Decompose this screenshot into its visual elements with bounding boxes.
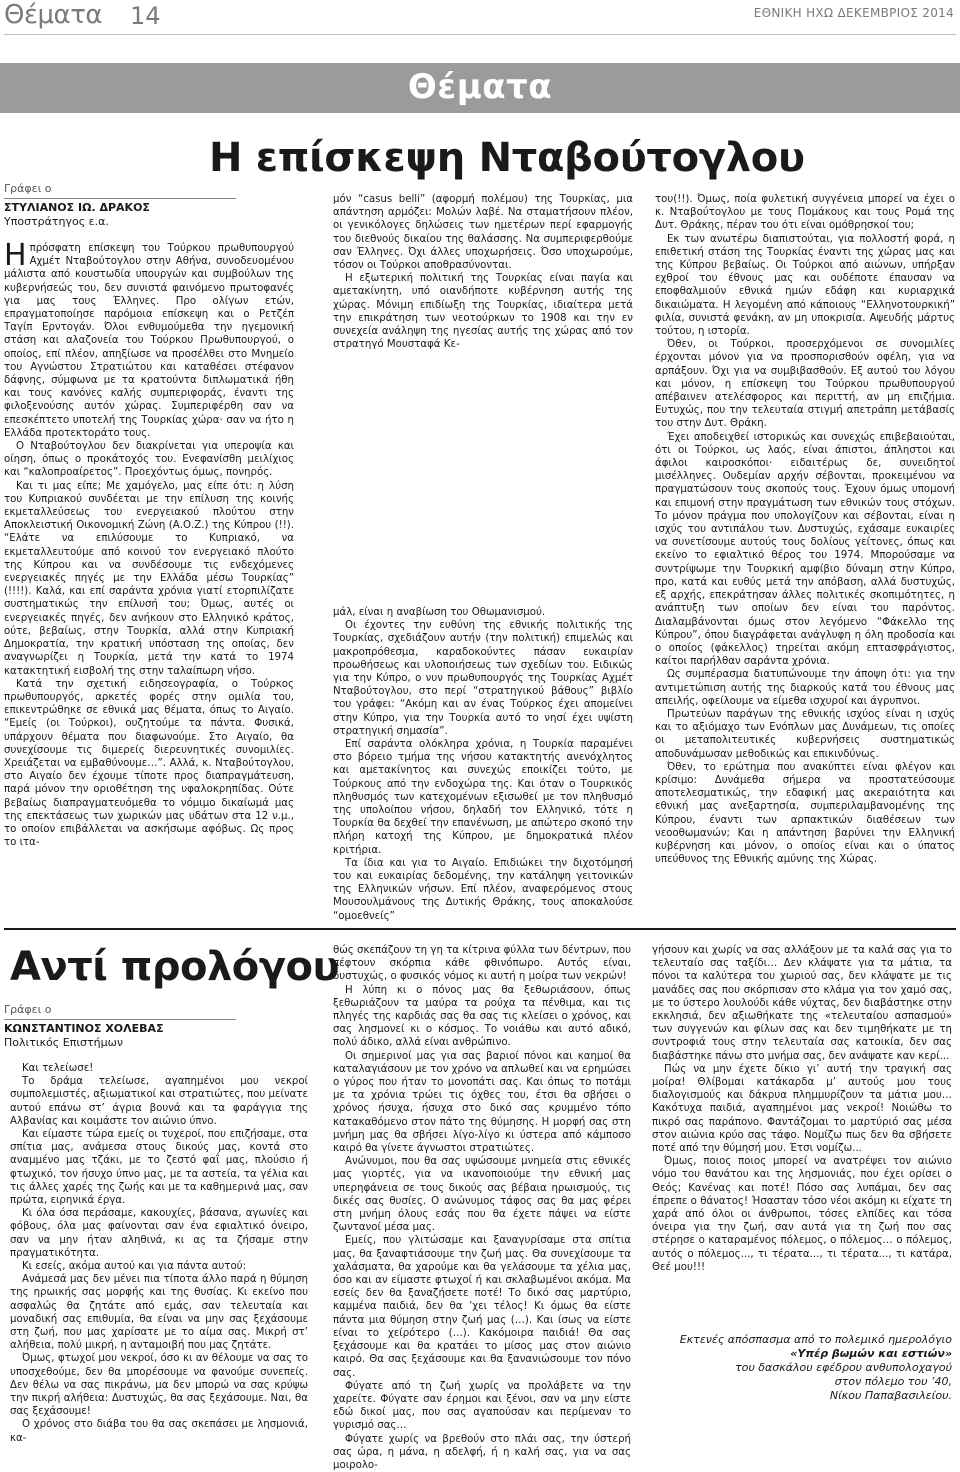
article-paragraph: μόν “casus belli” (αφορμή πολέμου) της Τουρκίας, μια απάντηση αρμόζει: Μολών λαβέ. Να σταματήσουν πλέον, οι γενικόλογες δηλώσεις των ημετέρων περί εφαρμογής του διεθνούς δικαίου της θαλάσσης. Να συμπεριφερθούμε σαν Έλληνες. Όχι άλλες υποχωρήσεις. Όσο υποχωρούμε, τόσον οι Τούρκοι αποθρασύνονται. [333,194,633,272]
publication-info: ΕΘΝΙΚΗ ΗΧΩ ΔΕΚΕΜΒΡΙΟΣ 2014 [753,6,954,20]
article-paragraph: Πώς να μην έχετε δίκιο γι’ αυτή την τραγική σας μοίρα! Θλίβομαι κατάκαρδα μ’ αυτούς μου τους διαλογισμούς και δάκρυα πλημμυρίζουν τα μάτια μου… Κακότυχα παιδιά, αγαπημένοι μας νεκροί! Νοιώθω το πικρό σας παράπονο. Φαντάζομαι το μαρτύριό σας μέσα στον αιώνια κρύο σας τάφο. Νομίζω πως δεν θα σβήσετε ποτέ από την θύμησή μου. Έτσι νομίζω... [652,1063,952,1155]
article-paragraph: Και τι μας είπε; Με χαμόγελο, μας είπε ότι: η λύση του Κυπριακού συνδέεται με την επίλυση της κοινής εκμεταλλεύσεως του ενεργειακού πλούτου στην Αποκλειστική Οικονομική Ζώνη (Α.Ο.Ζ.) της Κύπρου (!!). “Ελάτε να επιλύσουμε το Κυπριακό, να εκμεταλλευτούμε από κοινού τον ενεργειακό πλούτο της Κύπρου και να συνδέσουμε τις ενδεχόμενες ενεργειακές πηγές με την Ελλάδα μέσω Τουρκίας” (!!!!). Καλά, και επί σαράντα χρόνια γιατί ετορπιλίζατε συστηματικώς την επίλυσή του; Όμως, αυτές οι ενεργειακές πηγές, δεν ανήκουν στο Ελληνικό κράτος, ούτε, βεβαίως, στην Τουρκία, αλλά στην Κυπριακή Δημοκρατία, την κρατική υπόσταση της οποίας, δεν αναγνωρίζει η Τουρκία, μετά την κατά το 1974 κατακτητική εισβολή της στην ταλαίπωρη νήσο. [4,480,294,677]
article-paragraph: Κατά την σχετική ειδησεογραφία, ο Τούρκος πρωθυπουργός, αρκετές φορές στην ομιλία του, επικεντρώθηκε σε εθνικά μας θέματα, όπως το Αιγαίο. “Εμείς (οι Τούρκοι), ουζητούμε τα πάντα. Φυσικά, υπάρχουν θέματα που διαφωνούμε. Στο Αιγαίο, θα συνεχίσουμε τις διμερείς διερευνητικές συνομιλίες. Χρειάζεται να εμβαθύνουμε…”. Αλλά, κ. Νταβούτογλου, στο Αιγαίο δεν έχουμε τίποτε προς διαπραγμάτευση, παρά μόνον την οριοθέτηση της υφαλοκρηπίδας. Ούτε βεβαίως διαπραγματευόμεθα το νόμιμο δικαίωμά μας της επεκτάσεως των χωρικών μας υδάτων στα 12 ν.μ., το οποίον επιβάλλεται να ασκήσωμε αφόβως. Ως προς το ιτα- [4,678,294,849]
section-banner [0,63,960,113]
article-paragraph: Όθεν, το ερώτημα που ανακύπτει είναι φλέγον και κρίσιμο: Δυνάμεθα σήμερα να προστατεύσουμε αποτελεσματικώς, την εδαφική μας ακεραιότητα και εθνική μας ανεξαρτησία, συμπεριλαμβανομένης της Κύπρου, έναντι των αρπακτικών διαθέσεων των νεοοθωμανών; Και η απάντηση βαρύνει την Ελληνική κυβέρνηση και μόνον, ο οποίος είναι και ο ύπατος υπεύθυνος της Εθνικής αμύνης της Χώρας. [655,761,955,866]
article2-headline: Αντί προλόγου [10,944,340,990]
byline-author: ΣΤΥΛΙΑΝΟΣ ΙΩ. ΔΡΑΚΟΣ [4,201,150,214]
source-title: «Υπέρ βωμών και εστιών» [790,1347,952,1360]
section-label: Θέματα [4,0,102,30]
byline-rule [4,198,236,199]
article-paragraph: Έχει αποδειχθεί ιστορικώς και συνεχώς επιβεβαιούται, ότι οι Τούρκοι, ως λαός, είναι άπιστοι, άπληστοι και άφιλοι καιροσκόποι· ειδαιτέρως δε, συνειδητοί μισέλληνες. Ουδεμίαν αρχήν σέβονται, προκειμένου να πραγματώσουν τους σκοπούς τους. Έχουν όμως υπομονή και επιμονή στην πραγμάτωση των εθνικών τους στόχων. Το μόνον πράγμα που υπολογίζουν και σέβονται, είναι η ισχύς του αντιπάλου των. Δυστυχώς, εχάσαμε ευκαιρίες να συνετίσουμε αυτούς τους δολίους γείτονες, όπως και εκείνο το εφιαλτικό θέρος του 1974. Μπορούσαμε να συντρίψωμε την Τουρκική αμφίβιο δύναμη στην Κύπρο, προ, κατά και ευθύς μετά την απόβαση, αλλά δυστυχώς, εξ αρχής, επεκράτησαν άλλες πολιτικές σκοπιμότητες, η ανάπτυξη των οποίων δεν είναι του παρόντος. Διαλαμβάνονται όμως στον λεγόμενο “Φάκελλο της Κύπρου”, όπου διαγράφεται ανάγλυφη η όλη προδοσία και ο οποίος (φάκελλος) τηρείται ακόμη επτασφράγιστος, καίτοι παρήλθαν σαράντα χρόνια. [655,431,955,668]
article-paragraph: Ως συμπέρασμα διατυπώνουμε την άποψη ότι: για την αντιμετώπιση αυτής της διαρκούς κατά του έθνους μας απειλής, οφείλουμε να είμεθα ισχυροί και άγρυπνοι. [655,669,955,707]
article-paragraph: Πρωτεύων παράγων της εθνικής ισχύος είναι η ισχύς και το αξιόμαχο των Ενόπλων μας Δυνάμεων, τις οποίες οι μεταπολιτευτικές κυβερνήσεις συστηματικώς αποδυνάμωσαν μεθοδικώς και επικινδύνως. [655,708,955,760]
header-divider [4,34,956,35]
article-paragraph: Ανώνυμοι, που θα σας υψώσουμε μνημεία στις εθνικές μας γιορτές, για να ικανοποιούμε την εθνική μας υπερηφάνεια σε τους δικούς σας βέβαια ηρωισμούς, τις δικές σας θυσίες. Ο ανώνυμος τάφος σας θα μας φέρει στη μνήμη όλους εσάς που θα έχετε πάψει να είστε ζωντανοί μέσα μας. [333,1156,631,1234]
article-paragraph: του(!!). Όμως, ποία φυλετική συγγένεια μπορεί να έχει ο κ. Νταβούτογλου με τους Πομάκους και τους Ρομά της Δυτ. Θράκης, πέραν του ότι είναι ομόθρησκοί του; [655,194,955,232]
article-paragraph: Φύγατε από τη ζωή χωρίς να προλάβετε να την χαρείτε. Φύγατε σαν έρημοι και ξένοι, σαν να μην είστε εδώ δικοί μας, που σας αγαπούσαν και περίμεναν το γυρισμό σας… [333,1380,631,1432]
source-line: του δασκάλου εφέδρου ανθυπολοχαγού [735,1361,952,1374]
article-paragraph: γήσουν και χωρίς να σας αλλάξουν με τα καλά σας για το τελευταίο σας ταξίδι… Δεν κλάψατε για τα μάτια, τα πόνοι τα καλύτερα του χωριού σας, δεν κλάψατε με τις μανάδες σας που σκόρπισαν στο κλάμα για τον χαμό σας, με το ύστερο λουλούδι κάθε νύχτας, δεν διαβάστηκε στην εκκλησιά, δεν αξιωθήκατε της «τελευταίου ασπασμού» των συγγενών και φίλων σας και δεν τιμηθήκατε με τη συντροφιά τους στην τελευταία σας κατοικία, δεν σας διαβάστηκε πάνω στο μνήμα σας, δεν ανάψατε καν κερί... [652,945,952,1062]
article-paragraph: μάλ, είναι η αναβίωση του Οθωμανισμού. [333,607,546,618]
article-paragraph [4,238,294,440]
article-paragraph: Ο χρόνος στο διάβα του θα σας σκεπάσει με λησμονιά, κα- [10,1419,308,1444]
article-paragraph: Ανάμεσά μας δεν μένει πια τίποτα άλλο παρά η θύμηση της ηρωικής σας μορφής και της θυσίας. Κι εκείνο που ασφαλώς θα ζητάτε από εμάς, σαν τελευταία και μοναδική σας επιθυμία, θα είναι να μην σας ξεχάσουμε στη ζωή, που μας χαρίσατε με το αίμα σας. Μικρή στ’ αλήθεια, πολύ μικρή, η ανταμοιβή που μας ζητάτε. [10,1274,308,1352]
source-note [660,1333,952,1403]
article-paragraph: Όμως, ποιος ποιος μπορεί να ανατρέψει τον αιώνιο νόμο του θανάτου και της λησμονιάς, που έχει ορίσει ο Θεός; Κανένας και ποτέ! Πόσο σας λυπάμαι, δεν σας έπρεπε ο θάνατος! Ήσασταν τόσο νέοι ακόμη κι είχατε τη χαρά από όλοι οι άνθρωποι, τόσες ελπίδες και τόσα όνειρα για την ζωή, σαν αυτά για τη ζωή που σας στέρησε ο καταραμένος πόλεμος, ο πόλεμος… ο πόλεμος, αυτός ο πόλεμος..., τι τέρατα..., τι τέρατα..., τι κατάρα, Θεέ μου!!! [652,1156,952,1273]
article-paragraph: Οι σημερινοί μας για σας βαριοί πόνοι και καημοί θα καταλαγιάσουν με τον χρόνο να απλωθεί και να ερημώσει ο γύρος που ήταν το μονοπάτι σας. Και όπως το ποτάμι με τα χρόνια τρώει τις όχθες του, έτσι θα σβήσει ο χρόνος ήσυχα, ήσυχα στο δικό σας κρυμμένο τόπο κατακαθόμενο στον πάτο της θύμησης. Η μορφή σας στη μνήμη μας θα σβήσει λίγο-λίγο κι ύστερα από κάμποσο καιρό θα γίνετε άγνωστοι στρατιώτες. [333,1050,631,1155]
article-paragraph: Ο Νταβούτογλου δεν διακρίνεται για υπεροψία και οίηση, όπως ο προκάτοχός του. Ενεφανίσθη μειλίχιος και “καλοπροαίρετος”. Προεχόντως όμως, πονηρός. [4,441,294,479]
article-paragraph: Όμως, φτωχοί μου νεκροί, όσο κι αν θέλουμε να σας το υποσχεθούμε, δεν θα μπορέσουμε να φανούμε συνεπείς. Δεν θέλω να σας πικράνω, μα δεν μπορώ να σας κρύψω την πικρή αλήθεια: Δυστυχώς, θα σας ξεχάσουμε. Ναι, θα σας ξεχάσουμε! [10,1353,308,1418]
byline-role: Υποστράτηγος ε.α. [4,215,109,228]
byline-label: Γράφει ο [4,182,52,195]
article-paragraph: Οι έχοντες την ευθύνη της εθνικής πολιτικής της Τουρκίας, σχεδιάζουν αυτήν (την πολιτική) επιμελώς και μακροπρόθεσμα, καραδοκούντες πάσαν ευκαιρίαν προωθήσεως και υλοποιήσεως των σχεδίων του. Ειδικώς για την Κύπρο, ο νυν πρωθυπουργός της Τουρκίας Αχμέτ Νταβούτογλου, στο περί “στρατηγικού βάθους” βιβλίο του γράφει: “Ακόμη και αν ένας Τούρκος έχει απομείνει στην Κύπρο, για την Τουρκία αυτό το νησί έχει υψίστη στρατηγική σημασία”. [333,620,633,737]
source-line: Εκτενές απόσπασμα από το πολεμικό ημερολόγιο [679,1333,952,1346]
article-paragraph: Και τελείωσε! [22,1063,94,1074]
byline-role: Πολιτικός Επιστήμων [4,1036,123,1049]
byline-label: Γράφει ο [4,1003,52,1016]
article2-column-2 [333,944,631,1471]
article-paragraph: Η εξωτερική πολιτική της Τουρκίας είναι παγία και αμετακίνητη, υπό οιανδήποτε κυβέρνηση αυτής της χώρας. Μόνιμη επιδίωξη της Τουρκίας, ιδιαίτερα μετά την επικράτηση των νεοτούρκων το 1908 και την εν συνεχεία ανάληψη της ηγεσίας αυτής της χώρας από τον στρατηγό Μουσταφά Κε- [333,273,633,351]
section-divider [4,928,956,930]
article-paragraph: Εμείς, που γλιτώσαμε και ξαναγυρίσαμε στα σπίτια μας, θα ξαναφτιάσουμε την ζωή μας. Θα συνεχίσουμε τα χαλάσματα, θα χαρούμε και θα γελάσουμε τα χέλια μας, όσο και αν είμαστε φτωχοί ή και σκλαβωμένοι ακόμα. Μα εσείς δεν θα ξαναζήσετε ποτέ! Το δικό σας μαρτύριο, καμμένα παιδιά, δεν θα ’χει τέλος! Κι όμως θα είστε πάντα μια θύμηση στην ζωή μας (…). Και ίσως να είστε είναι το χείρότερο (…). Κακόμοιρα παιδιά! Θα σας ξεχάσουμε και θα κρατάει το μίσος μας στον αιώνιο καιρό. Θα σας ξεχάσουμε και θα ξανανιώσουμε τον πόνο σας. [333,1235,631,1379]
article-headline: Η επίσκεψη Νταβούτογλου [209,135,805,181]
byline-rule [4,1019,236,1020]
article-paragraph: Το δράμα τελείωσε, αγαπημένοι μου νεκροί συμπολεμιστές, αξιωματικοί και στρατιώτες, που μείνατε αυτού επάνω στ’ άγρια βουνά και τα φαράγγια της Αλβανίας και κοιμάστε τον αιώνιο ύπνο. [10,1076,308,1127]
article-column-1 [4,238,294,922]
drop-cap: Η [4,238,27,273]
article-paragraph: Η λύπη κι ο πόνος μας θα ξεθωριάσουν, όπως ξεθωριάζουν τα μαύρα τα ρούχα τα πένθιμα, και τις πληγές της καρδιάς σας θα σας τις κλείσει ο χρόνος, και σας λησμονεί κι ο κόσμος. Το νοιάθω και αυτό αδικό, πολύ άδικο, αλλά είναι ανθρώπινο. [333,984,631,1049]
article-paragraph: Όθεν, οι Τούρκοι, προσερχόμενοι σε συνομιλίες έρχονται μόνον για να προσπορισθούν οφέλη, για να αρπάξουν. Όχι για να συμβιβασθούν. Εξ αυτού του λόγου και μόνον, η επίσκεψη του Τούρκου πρωθυπουργού απέβαινεν ατελέσφορος και περιττή, αν μη επιζήμια. Ευτυχώς, που την τελευταία στιγμή απετράπη μετάβασίς του στην Δυτ. Θράκη. [655,339,955,430]
article-paragraph: Και είμαστε τώρα εμείς οι τυχεροί, που επιζήσαμε, στα σπίτια μας, ανάμεσα στους δικούς μας, κοντά στο αναμμένο μας τζάκι, με το ζεστό φαΐ μας, πλούσιο ή φτωχικό, τον ήσυχο ύπνο μας, με τα αστεία, τα γέλια και τις άλλες χαρές της ζωής και με τα καθημερινά μας, σαν πρώτα, ειρηνικά έργα. [10,1129,308,1207]
article-paragraph: Επί σαράντα ολόκληρα χρόνια, η Τουρκία παραμένει στο βόρειο τμήμα της νήσου κατακτητής ανενόχλητος και αμετακίνητος και συνεχώς εποικίζει τούτο, με Τούρκους από την ενδοχώρα της. Και όταν ο Τουρκικός πληθυσμός των κατεχομένων εξισωθεί με τον πληθυσμό της υπολοίπου νήσου, δηλαδή τον Ελληνικό, τότε η Τουρκία θα δεχθεί την επανένωση, με απώτερο σκοπό την πλήρη κατοχή της Κύπρου, με δημοκρατικά πλέον κριτήρια. [333,739,633,856]
byline-author: ΚΩΝΣΤΑΝΤΙΝΟΣ ΧΟΛΕΒΑΣ [4,1022,164,1035]
source-line: στον πόλεμο του ’40, [834,1375,952,1388]
source-author: Νίκου Παπαβασιλείου. [829,1389,952,1402]
article2-column-1 [10,1062,308,1444]
article2-column-3 [652,944,952,1316]
article-paragraph: Κι όλα όσα περάσαμε, κακουχίες, βάσανα, αγωνίες και φόβους, όλα μας φαίνονται σαν ένα εφιαλτικό όνειρο, σαν να μην ήταν αληθινά, κι ας τα ζήσαμε στην πραγματικότητα. [10,1208,308,1259]
page-number: 14 [130,2,161,30]
article-paragraph: θώς σκεπάζουν τη γη τα κίτρινα φύλλα των δέντρων, που πέφτουν σκόρπια κάθε φθινόπωρο. Αυτός είναι, δυστυχώς, ο φυσικός νόμος κι αυτή η μοίρα των νεκρών! [333,945,631,983]
paragraph-text: πρόσφατη επίσκεψη του Τούρκου πρωθυπουργού Αχμέτ Νταβούτογλου στην Αθήνα, συνοδευομένου μάλιστα από κουστωδία υπουργών και συμβούλων της κυβερνήσεώς του, δεν συνιστά φαινόμενο πρωτοφανές για μας τους Έλληνες. Προ ολίγων ετών, επραγματοποίησε παρόμοια επίσκεψη και ο Ρετζέπ Ταγίπ Ερντογάν. Όλοι ενθυμούμεθα την ηγεμονική στάση και αλαζονεία του Τούρκου Πρωθυπουργού, ο οποίος, επί πλέον, απηξίωσε να προσέλθει στο Μνημείο του Αγνώστου Στρατιώτου και καταθέσει στέφανον δάφνης, σύμφωνα με τα κρατούντα διπλωματικά ήθη και τους κανόνες καλής συμπεριφοράς, έναντι της φιλοξενούσης αυτόν χώρας. Συμπεριφέρθη σαν να επεσκέπτετο υποτελή της Τουρκίας χώρα· σαν να ήτο η Ελλάδα προτεκτοράτο τους. [4,243,294,439]
banner-title: Θέματα [407,67,553,107]
article-column-3 [655,193,955,922]
article-paragraph: Τα ίδια και για το Αιγαίο. Επιδιώκει την διχοτόμησή του και ευκαιρίας δεδομένης, την κατάληψη γειτονικών της Ελληνικών νήσων. Επί πλέον, αναφερόμενος στους Μουσουλμάνους της Δυτικής Θράκης, τους αποκαλούσε “ομοεθνείς” [333,857,633,922]
article-paragraph: Φύγατε χωρίς να βρεθούν στο πλάι σας, την ύστερή σας ώρα, η μάνα, η αδελφή, ή η καλή σας, για να σας μοιρολο- [333,1433,631,1471]
article-column-2-top [333,193,633,351]
article-column-2-bottom [333,606,633,922]
article-byline [4,182,236,229]
article2-byline [4,1003,236,1050]
article-paragraph: Κι εσείς, ακόμα αυτού και για πάντα αυτού: [22,1261,247,1273]
article-paragraph: Εκ των ανωτέρω διαπιστούται, για πολλοστή φορά, η επιθετική στάση της Τουρκίας έναντι της χώρας μας και της Κύπρου βεβαίως. Οι Τούρκοι από αιώνων, υπήρξαν εχθροί του έθνους μας και ουδέποτε έπαυσαν να εποφθαλμιούν εθνικά ημών εδάφη και κυριαρχικά δικαιώματα. Η λεγομένη από κάποιους “Ελληνοτουρκική” φιλία, συνιστά φενάκη, αν μη υποκρισία. Αψευδής μάρτυς τούτου, η ιστορία. [655,233,955,338]
